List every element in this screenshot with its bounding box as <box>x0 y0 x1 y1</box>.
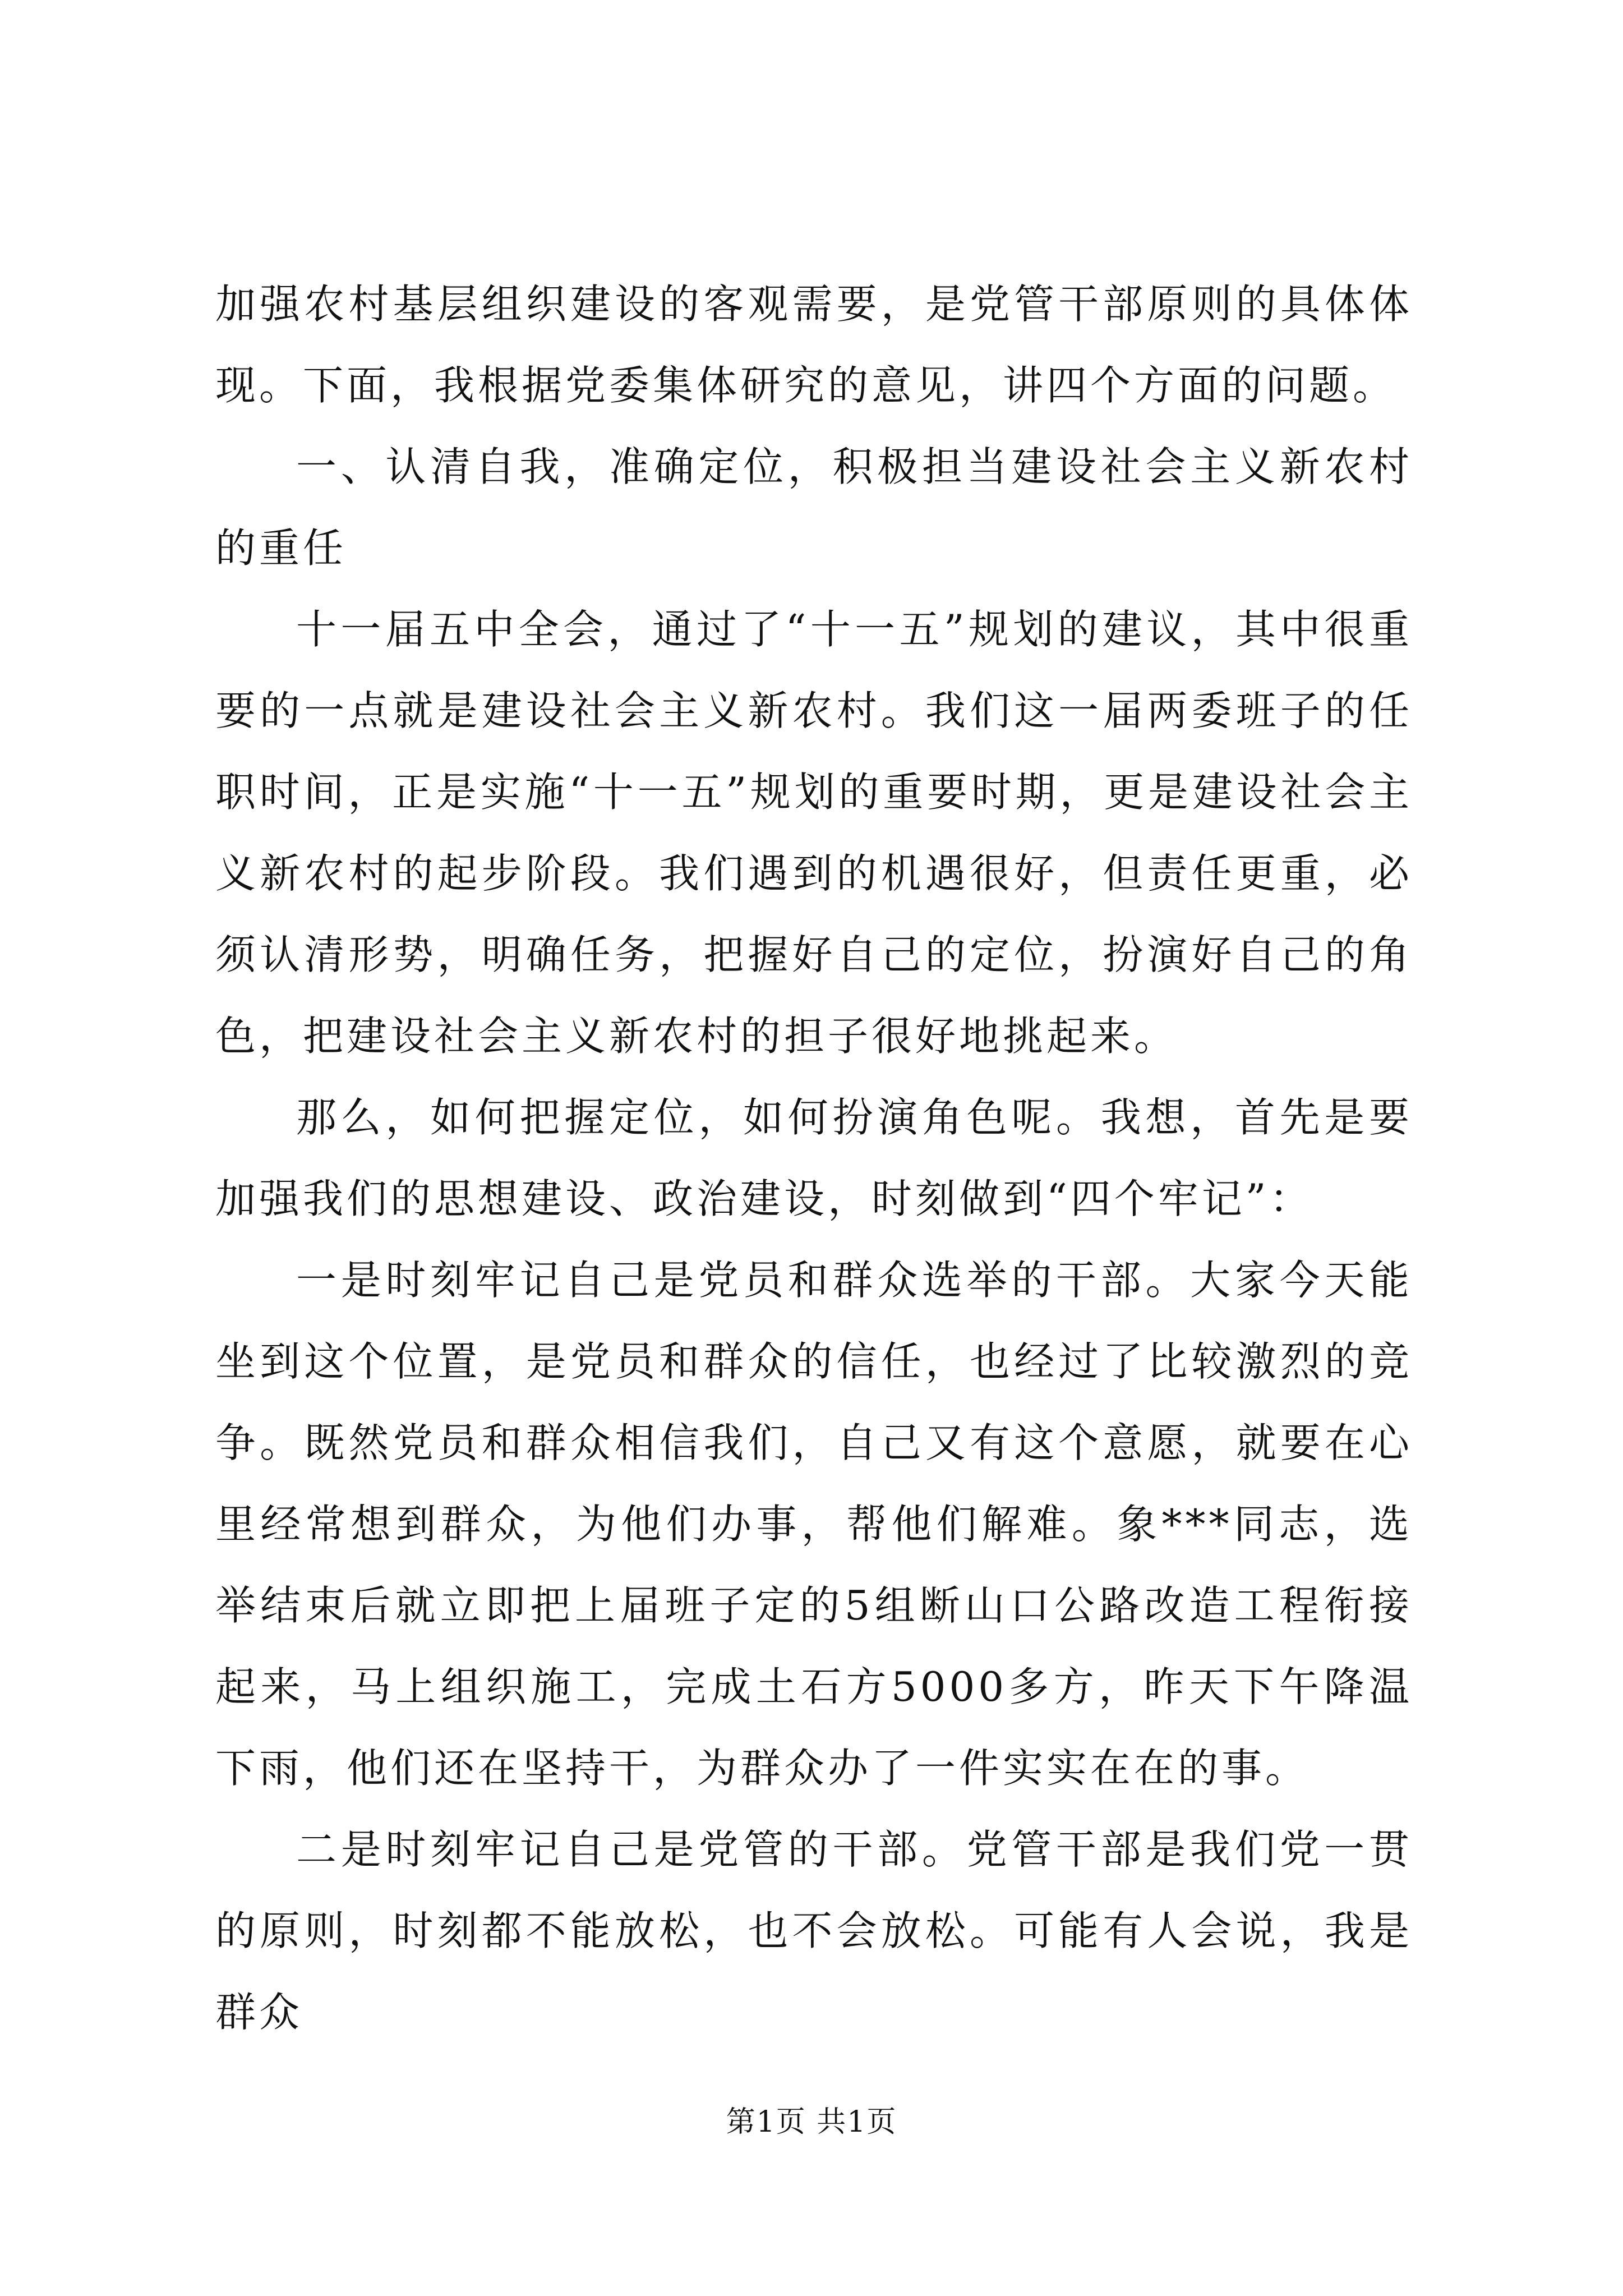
document-body <box>215 264 1413 2053</box>
page-footer: 第1页 共1页 <box>726 2105 897 2139</box>
paragraph: 十一届五中全会，通过了“十一五”规划的建议，其中很重要的一点就是建设社会主义新农村。我们这一届两委班子的任职时间，正是实施“十一五”规划的重要时期，更是建设社会主义新农村的起步阶段。我们遇到的机遇很好，但责任更重，必须认清形势，明确任务，把握好自己的定位，扮演好自己的角色，把建设社会主义新农村的担子很好地挑起来。 <box>215 606 1413 1060</box>
section-heading-1: 一、认清自我，准确定位，积极担当建设社会主义新农村的重任 <box>215 443 1413 572</box>
paragraph: 那么，如何把握定位，如何扮演角色呢。我想，首先是要加强我们的思想建设、政治建设，时刻做到“四个牢记”： <box>215 1094 1413 1222</box>
paragraph-continuation: 加强农村基层组织建设的客观需要，是党管干部原则的具体体现。下面，我根据党委集体研究的意见，讲四个方面的问题。 <box>215 280 1413 409</box>
paragraph: 一是时刻牢记自己是党员和群众选举的干部。大家今天能坐到这个位置，是党员和群众的信任，也经过了比较激烈的竞争。既然党员和群众相信我们，自己又有这个意愿，就要在心里经常想到群众，为他们办事，帮他们解难。象***同志，选举结束后就立即把上届班子定的5组断山口公路改造工程衔接起来，马上组织施工，完成土石方5000多方，昨天下午降温下雨，他们还在坚持干，为群众办了一件实实在在的事。 <box>215 1257 1413 1792</box>
paragraph: 二是时刻牢记自己是党管的干部。党管干部是我们党一贯的原则，时刻都不能放松，也不会放松。可能有人会说，我是群众 <box>215 1826 1413 2036</box>
